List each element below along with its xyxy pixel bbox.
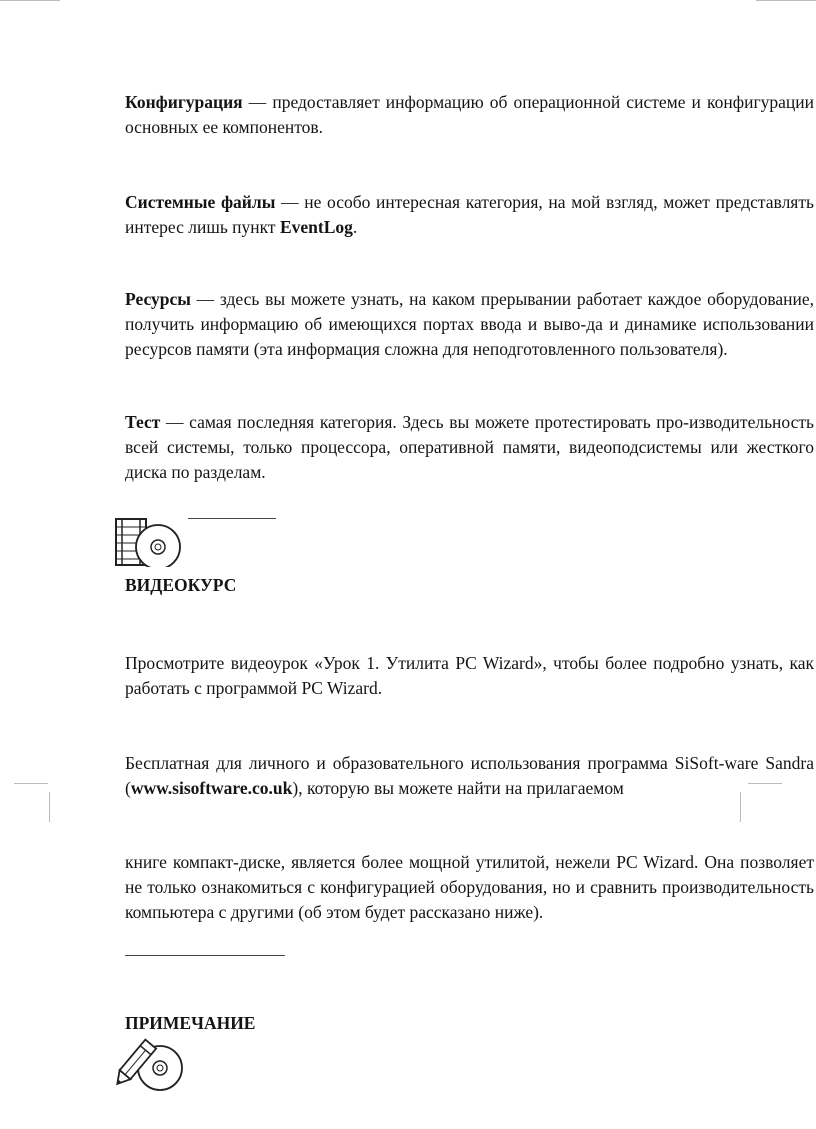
margin-mark-left-h bbox=[14, 783, 48, 784]
margin-mark-left-v bbox=[49, 792, 50, 822]
period: . bbox=[352, 217, 358, 237]
sisoftware-link[interactable]: www.sisoftware.co.uk bbox=[130, 778, 293, 798]
video-heading: ВИДЕОКУРС bbox=[125, 575, 237, 595]
paragraph-config bbox=[125, 90, 814, 140]
text-video: Просмотрите видеоурок «Урок 1. Утилита PC Wizard», чтобы более подробно узнать, как работать с программой PC Wizard. bbox=[125, 653, 814, 698]
pencil-disc-icon bbox=[114, 1036, 186, 1092]
note-heading: ПРИМЕЧАНИЕ bbox=[125, 1013, 256, 1033]
text-system-files: — не особо интересная категория, на мой взгляд, может представлять интерес лишь пункт bbox=[125, 192, 814, 237]
term-resources: Ресурсы bbox=[125, 289, 191, 309]
paragraph-video bbox=[125, 651, 814, 701]
film-disc-icon bbox=[114, 517, 186, 567]
term-test: Тест bbox=[125, 412, 161, 432]
corner-mark-top-left bbox=[0, 0, 60, 1]
term-eventlog: EventLog bbox=[279, 217, 353, 237]
paragraph-system-files bbox=[125, 190, 814, 240]
text-sandra-tail: ), которую вы можете найти на прилагаемом bbox=[292, 778, 624, 798]
corner-mark-top-right bbox=[756, 0, 816, 1]
text-sandra-continued: книге компакт-диске, является более мощной утилитой, нежели PC Wizard. Она позволяет не только ознакомиться с конфигурацией оборудования, но и сравнить производительность компьютера с другими (об этом будет рассказано ниже). bbox=[125, 852, 814, 922]
term-config: Конфигурация bbox=[125, 92, 243, 112]
text-sandra: Бесплатная для личного и образовательного использования программа SiSoft-ware Sandra ( bbox=[125, 753, 814, 798]
paragraph-sandra-continued bbox=[125, 850, 814, 925]
paragraph-sandra bbox=[125, 751, 814, 801]
video-divider-line bbox=[188, 518, 276, 519]
text-resources: — здесь вы можете узнать, на каком прерывании работает каждое оборудование, получить информацию об имеющихся портах ввода и выво-да и динамике использовании ресурсов памяти (эта информация сложна для неподготовленного пользователя). bbox=[125, 289, 814, 359]
paragraph-resources bbox=[125, 287, 814, 362]
term-system-files: Системные файлы bbox=[125, 192, 276, 212]
text-config: — предоставляет информацию об операционной системе и конфигурации основных ее компонентов. bbox=[125, 92, 814, 137]
paragraph-test bbox=[125, 410, 814, 485]
footnote-divider-line bbox=[125, 955, 285, 956]
text-test: — самая последняя категория. Здесь вы можете протестировать про-изводительность всей системы, только процессора, оперативной памяти, видеоподсистемы или жесткого диска по разделам. bbox=[125, 412, 814, 482]
